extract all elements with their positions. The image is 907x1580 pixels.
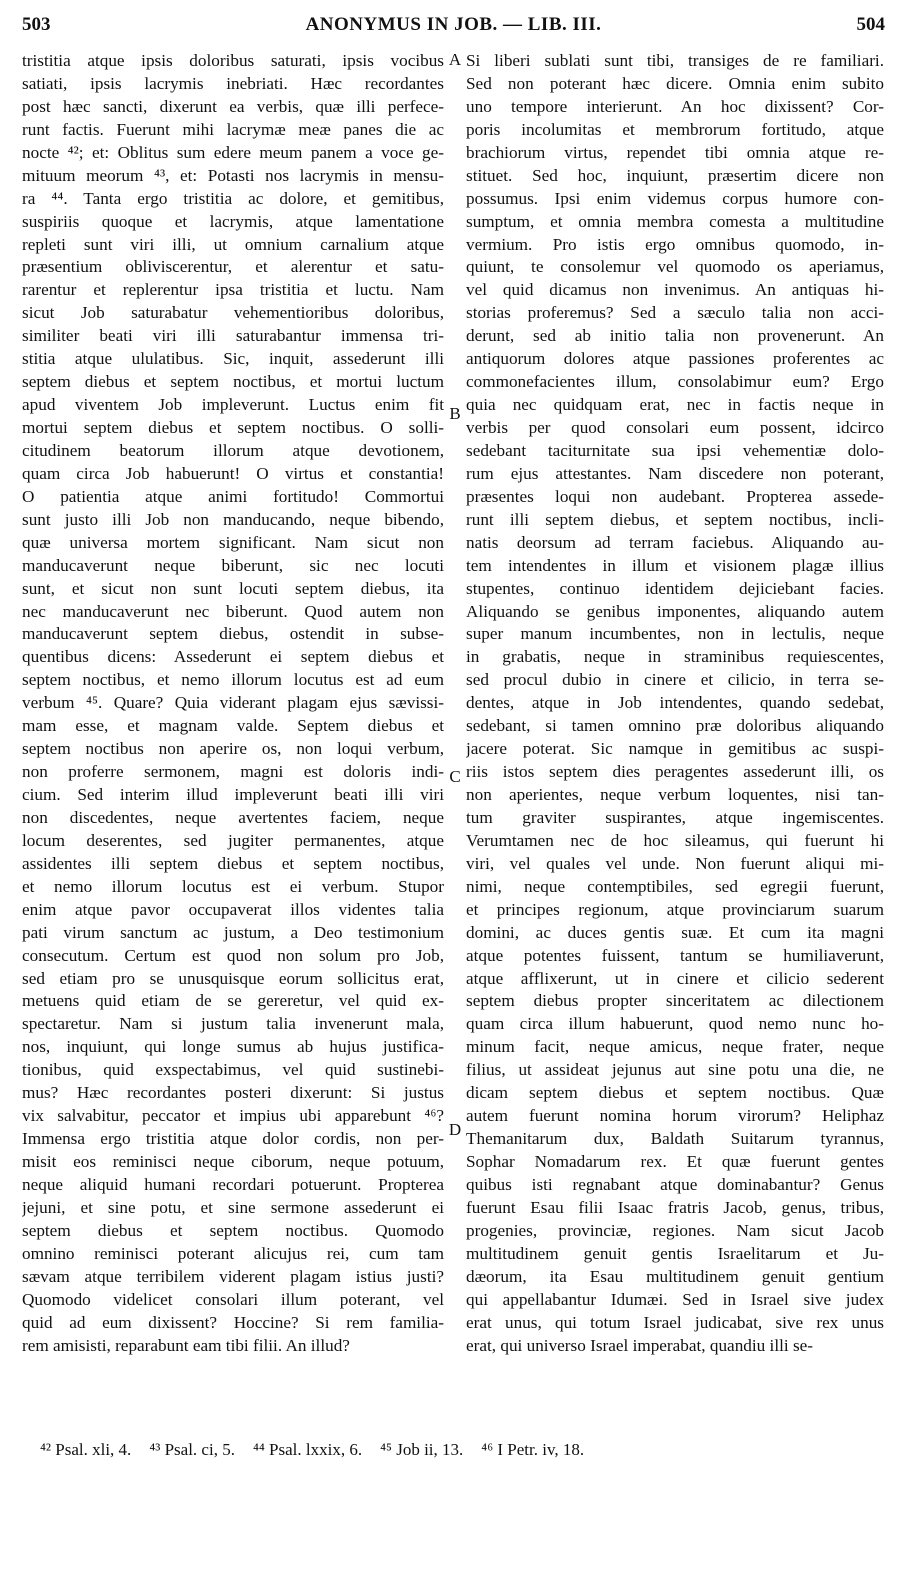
right-column-line: quibus isti regnabant atque dominabantur? Genus (466, 1174, 884, 1194)
right-column-line: atque afflixerunt, ut in cinere et cilicio sederent (466, 968, 884, 988)
left-column-line: rem amisisti, reparabunt eam tibi filii. An illud? (22, 1335, 350, 1355)
right-column-line: erat unus, qui totum Israel judicabat, sive rex unus (466, 1312, 884, 1332)
right-column-line: possumus. Ipsi enim videmus corpus humore con- (466, 188, 884, 208)
left-column-line: manducaverunt septem diebus, ostendit in subse- (22, 624, 444, 644)
right-column-line: atque potentes fuissent, tantum se humiliaverunt, (466, 945, 884, 965)
left-column-line: nec manducaverunt nec biberunt. Quod autem non (22, 601, 444, 621)
footnote: ⁴⁴ Psal. lxxix, 6. (252, 1440, 363, 1459)
margin-letter-c: C (449, 767, 461, 786)
left-column-line: mus? Hæc recordantes posteri dixerunt: Si justus (22, 1083, 444, 1103)
left-column-line: repleti sunt viri illi, ut omnium carnalium atque (22, 234, 444, 254)
left-column-line: pati virum sanctum ac justum, a Deo testimonium (22, 922, 444, 942)
right-column-line: filius, ut assideat jejunus aut sine potu una die, ne (466, 1060, 884, 1080)
right-column-line: quam circa illum habuerunt, quod nemo nunc ho- (466, 1014, 884, 1034)
right-column-line: præsentes loqui non audebant. Propterea assede- (466, 486, 884, 506)
right-column-line: poris incolumitas et membrorum fortitudo, atque (466, 119, 884, 139)
left-column-line: tionibus, quid exspectabimus, vel quid sustinebi- (22, 1060, 444, 1080)
right-column-line: non aperientes, neque verbum loquentes, nisi tan- (466, 785, 884, 804)
right-column-line: Si liberi sublati sunt tibi, transiges de re familiari. (466, 51, 884, 70)
left-column-line: mortui septem diebus et septem noctibus. O solli- (22, 418, 444, 437)
left-column-line: non proferre sermonem, magni est doloris indi- (22, 762, 444, 782)
left-column-line: septem noctibus non aperire os, non loqui verbum, (22, 739, 444, 759)
left-column-line: quentibus dicens: Assederunt ei septem diebus et (22, 647, 444, 667)
left-column-line: runt factis. Fuerunt mihi lacrymæ meæ panes die ac (22, 119, 444, 139)
right-column-line: quia nec quidquam erat, nec in factis neque in (466, 395, 884, 415)
right-column-line: sedebant taciturnitate sua ipsi vehementiæ dolo- (466, 440, 884, 460)
footnotes (40, 1440, 885, 1460)
right-column-line: vel quid dicamus non invenimus. An antiquas hi- (466, 280, 884, 300)
page-number-right: 504 (856, 14, 885, 35)
left-column-line: rarentur et replerentur ipsa tristitia et luctu. Nam (22, 280, 444, 300)
right-column-line: fuerunt Esau filii Isaac fratris Jacob, genus, tribus, (466, 1197, 884, 1217)
right-column (466, 50, 884, 1357)
page-number-left: 503 (22, 14, 51, 35)
left-column-line: sævam atque terribilem viderent plagam istius justi? (22, 1266, 444, 1286)
right-column-line: commonefacientes illum, consolabimur eum? Ergo (466, 372, 884, 392)
left-column-line: sunt, et sicut non sunt locuti septem diebus, ita (22, 578, 444, 598)
left-column-line: cium. Sed interim illud impleverunt beati illi viri (22, 785, 444, 804)
right-column-line: riis istos septem dies peragentes assederunt illi, os (466, 762, 884, 782)
left-column-line: assidentes illi septem diebus et septem noctibus, (22, 853, 444, 873)
left-column-line: omnino reminisci poterant alicujus rei, cum tam (22, 1243, 444, 1263)
footnote: ⁴⁵ Job ii, 13. (380, 1440, 464, 1459)
left-column-line: quæ universa mortem significant. Nam sicut non (22, 532, 444, 552)
margin-letter-b: B (449, 404, 461, 423)
left-column-line: similiter beati viri illi saturabantur immensa tri- (22, 326, 444, 346)
right-column-line: antiquorum dolores atque passiones proferentes ac (466, 349, 884, 369)
right-column-line: tum graviter suspirantes, atque ingemiscentes. (466, 807, 884, 827)
right-column-line: natis deorsum ad terram faciebus. Aliquando au- (466, 532, 884, 552)
footnote: ⁴² Psal. xli, 4. (40, 1440, 132, 1459)
right-column-line: stupentes, continuo identidem dejiciebant facies. (466, 578, 884, 598)
left-column-line: sed etiam pro se unusquisque eorum sollicitus erat, (22, 968, 444, 988)
footnote: ⁴³ Psal. ci, 5. (149, 1440, 235, 1459)
right-column-line: sumptum, et omnia membra comesta a multitudine (466, 211, 884, 231)
left-column-line: non discedentes, neque avertentes faciem, neque (22, 807, 444, 827)
left-column-line: O patientia atque animi fortitudo! Commortui (22, 486, 444, 506)
left-column-line: enim atque pavor occupaverat illos videntes talia (22, 899, 444, 919)
right-column-line: minum facit, neque amicus, neque frater, neque (466, 1037, 884, 1057)
left-column-line: sicut Job saturabatur vehementioribus doloribus, (22, 303, 444, 323)
right-column-line: domini, ac duces gentis suæ. Et cum ita magni (466, 922, 884, 942)
right-column-line: stituet. Sed hoc, inquiunt, præsertim dicere non (466, 165, 884, 185)
right-column-line: Aliquando se genibus imponentes, aliquando autem (466, 601, 884, 621)
left-column-line: suspiriis quoque et lacrymis, atque lamentatione (22, 211, 444, 231)
left-column-line: tristitia atque ipsis doloribus saturati, ipsis vocibus (22, 51, 444, 70)
right-column-line: tem intendentes in illum et visionem plagæ illius (466, 555, 884, 575)
left-column-line: jejuni, et sine potu, et sine sermone assederunt ei (22, 1197, 444, 1217)
left-column-line: septem diebus et septem noctibus, et mortui luctum (22, 372, 444, 392)
left-column-line: manducaverunt neque biberunt, sic nec locuti (22, 555, 444, 575)
left-column-line: nos, inquiunt, qui longe sumus ab hujus justifica- (22, 1037, 444, 1057)
margin-letter-d: D (448, 1120, 462, 1139)
page-header (22, 14, 885, 40)
left-column (22, 50, 444, 1357)
left-column-line: quam circa Job habuerunt! O virtus et constantia! (22, 463, 444, 483)
right-column-line: progenies, provinciæ, regiones. Nam sicut Jacob (466, 1220, 884, 1240)
left-column-line: spectaretur. Nam si justum talia invenerunt mala, (22, 1014, 444, 1034)
right-column-line: multitudinem genuit gentis Israelitarum et Ju- (466, 1243, 884, 1263)
right-column-line: quiunt, te consolemur vel quomodo os aperiamus, (466, 257, 884, 277)
left-column-line: Quomodo videlicet consolari illum poterant, vel (22, 1289, 444, 1309)
right-column-line: viri, vel quales vel unde. Non fuerunt aliqui mi- (466, 853, 884, 873)
right-column-line: runt illi septem diebus, et septem noctibus, incli- (466, 509, 884, 529)
left-column-line: mam esse, et magnam valde. Septem diebus et (22, 716, 444, 736)
left-column-line: septem diebus et septem noctibus. Quomodo (22, 1220, 444, 1240)
right-column-line: vermium. Pro istis ergo omnibus quomodo, in- (466, 234, 884, 254)
left-column-line: Immensa ergo tristitia atque dolor cordis, non per- (22, 1129, 444, 1149)
margin-letter-a: A (448, 50, 462, 69)
left-column-line: satiati, ipsis lacrymis inebriati. Hæc recordantes (22, 73, 444, 93)
right-column-line: dicam septem diebus et septem noctibus. Quæ (466, 1083, 884, 1103)
right-column-line: sedebant, si tamen omnino præ doloribus aliquando (466, 716, 884, 736)
left-column-line: mituum meorum ⁴³, et: Potasti nos lacrymis in mensu- (22, 165, 444, 185)
running-title: ANONYMUS IN JOB. — LIB. III. (305, 14, 602, 35)
left-column-line: et nemo illorum locutus est ei verbum. Stupor (22, 876, 444, 896)
right-column-line: qui appellabantur Idumæi. Sed in Israel sive judex (466, 1289, 884, 1309)
right-column-line: storias proferemus? Sed a sæculo talia non acci- (466, 303, 884, 323)
left-column-line: post hæc sancti, dixerunt ea verbis, quæ illi perfece- (22, 96, 444, 116)
right-column-line: jacere poterat. Sic namque in gemitibus ac suspi- (466, 739, 884, 759)
left-column-line: septem noctibus, et nemo illorum locutus est ad eum (22, 670, 444, 690)
left-column-line: verbum ⁴⁵. Quare? Quia viderant plagam ejus sævissi- (22, 693, 444, 713)
left-column-line: quid ad eum dixissent? Hoccine? Si rem familia- (22, 1312, 444, 1332)
right-column-line: dentes, atque in Job intendentes, quando sedebat, (466, 693, 884, 713)
left-column-line: locum deserentes, sed jugiter permanentes, atque (22, 830, 444, 850)
right-column-line: erat, qui universo Israel imperabat, quandiu illi se- (466, 1335, 813, 1355)
right-column-line: nimi, neque contemptibiles, sed egregii fuerunt, (466, 876, 884, 896)
right-column-line: dæorum, ita Esau multitudinem genuit gentium (466, 1266, 884, 1286)
right-column-line: septem diebus propter sinceritatem ac dilectionem (466, 991, 884, 1011)
left-column-line: neque aliquid humani recordari potuerunt. Propterea (22, 1174, 444, 1194)
left-column-line: sunt justo illi Job non manducando, neque bibendo, (22, 509, 444, 529)
right-column-line: Sed non poterant hæc dicere. Omnia enim subito (466, 73, 884, 93)
right-column-line: derunt, sed ab initio talia non provenerunt. An (466, 326, 884, 346)
left-column-line: consecutum. Certum est quod non solum pro Job, (22, 945, 444, 965)
left-column-line: vix salvabitur, peccator et impius ubi apparebunt ⁴⁶? (22, 1106, 444, 1126)
footnote: ⁴⁶ I Petr. iv, 18. (481, 1440, 585, 1459)
right-column-line: Verumtamen nec de hoc sileamus, qui fuerunt hi (466, 830, 884, 850)
right-column-line: uno tempore interierunt. An hoc dixissent? Cor- (466, 96, 884, 116)
left-column-line: stitia atque ululatibus. Sic, inquit, assederunt illi (22, 349, 444, 369)
left-column-line: metuens quid etiam de se gereretur, vel quid ex- (22, 991, 444, 1011)
right-column-line: autem fuerunt nomina horum virorum? Heliphaz (466, 1106, 884, 1126)
right-column-line: super manum incumbentes, non in lectulis, neque (466, 624, 884, 644)
right-column-line: Sophar Nomadarum rex. Et quæ fuerunt gentes (466, 1152, 884, 1171)
left-column-line: nocte ⁴²; et: Oblitus sum edere meum panem a voce ge- (22, 142, 444, 162)
right-column-line: sed procul dubio in cinere et cilicio, in terra se- (466, 670, 884, 690)
left-column-line: citudinem beatorum illorum atque devotionem, (22, 440, 444, 460)
left-column-line: misit eos reminisci neque ciborum, neque potuum, (22, 1152, 444, 1171)
right-column-line: in grabatis, neque in straminibus requiescentes, (466, 647, 884, 667)
right-column-line: rum ejus attestantes. Nam discedere non poterant, (466, 463, 884, 483)
right-column-line: et principes regionum, atque provinciarum suarum (466, 899, 884, 919)
right-column-line: brachiorum virtus, rependet tibi omnia atque re- (466, 142, 884, 162)
left-column-line: apud viventem Job impleverunt. Luctus enim fit (22, 395, 444, 415)
left-column-line: ra ⁴⁴. Tanta ergo tristitia ac dolore, et gemitibus, (22, 188, 444, 208)
left-column-line: præsentium obliviscerentur, et alerentur et satu- (22, 257, 444, 277)
right-column-line: verbis per quod consolari eum possent, idcirco (466, 418, 884, 437)
right-column-line: Themanitarum dux, Baldath Suitarum tyrannus, (466, 1129, 884, 1149)
